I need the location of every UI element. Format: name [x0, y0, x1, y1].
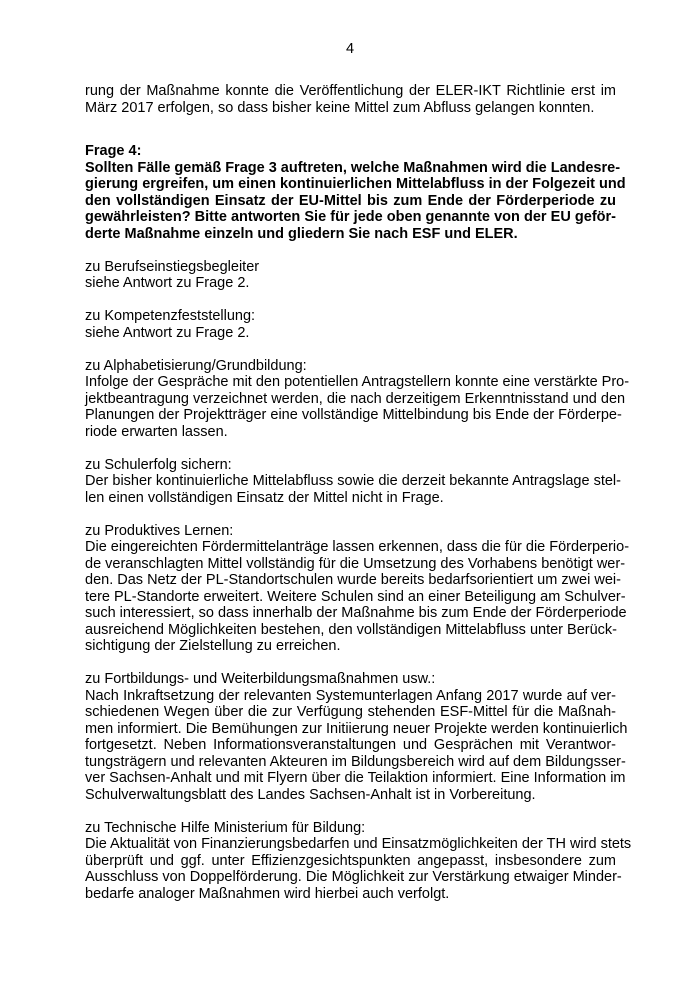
document-body	[85, 83, 632, 902]
text-line: bedarfe analoger Maßnahmen wird hierbei auch verfolgt.	[85, 885, 450, 902]
question-heading: Frage 4:	[85, 143, 142, 159]
section-kompetenzfeststellung	[85, 308, 616, 341]
question-line: gewährleisten? Bitte antworten Sie für jede oben genannte von der EU geför-	[85, 209, 616, 225]
text-line: tere PL-Standorte erweitert. Weitere Schulen sind an einer Beteiligung am Schulver-	[85, 588, 626, 605]
section-alphabetisierung	[85, 357, 630, 441]
section-heading: zu Berufseinstiegsbegleiter	[85, 258, 260, 275]
section-heading: zu Fortbildungs- und Weiterbildungsmaßnahmen usw.:	[85, 671, 436, 687]
text-line: de veranschlagten Mittel vollständig für die Umsetzung des Vorhabens benötigt wer-	[85, 555, 626, 572]
section-heading: zu Alphabetisierung/Grundbildung:	[85, 357, 307, 374]
text-line: tungsträgern und relevanten Akteuren im Bildungsbereich wird auf dem Bildungsser-	[85, 753, 626, 770]
section-heading: zu Kompetenzfeststellung:	[85, 308, 256, 324]
section-berufseinstiegsbegleiter	[85, 259, 616, 292]
text-line: Der bisher kontinuierliche Mittelabfluss sowie die derzeit bekannte Antragslage stel-	[85, 473, 621, 489]
text-line: Die eingereichten Fördermittelanträge lassen erkennen, dass die für die Förderperio-	[85, 539, 630, 555]
text-line: Infolge der Gespräche mit den potentiellen Antragstellern konnte eine verstärkte Pro-	[85, 374, 630, 390]
question-line: gierung ergreifen, um einen kontinuierlichen Mittelabfluss in der Folgezeit und	[85, 176, 626, 192]
text-line: Schulverwaltungsblatt des Landes Sachsen-Anhalt ist in Vorbereitung.	[85, 786, 536, 803]
text-line: siehe Antwort zu Frage 2.	[85, 275, 250, 291]
question-line: Sollten Fälle gemäß Frage 3 auftreten, welche Maßnahmen wird die Landesre-	[85, 159, 621, 176]
text-line: men informiert. Die Bemühungen zur Initiierung neuer Projekte werden kontinuierlich	[85, 720, 628, 737]
text-line: Nach Inkraftsetzung der relevanten Systemunterlagen Anfang 2017 wurde auf ver-	[85, 687, 616, 704]
text-line: den. Das Netz der PL-Standortschulen wurde bereits bedarfsorientiert um zwei wei-	[85, 572, 621, 588]
text-line: sichtigung der Zielstellung zu erreichen.	[85, 638, 341, 654]
section-technische-hilfe	[85, 819, 632, 903]
text-line: rung der Maßnahme konnte die Veröffentlichung der ELER-IKT Richtlinie erst im	[85, 83, 616, 99]
question-line: den vollständigen Einsatz der EU-Mittel bis zum Ende der Förderperiode zu	[85, 192, 616, 209]
text-line: fortgesetzt. Neben Informationsveranstaltungen und Gesprächen mit Verantwor-	[85, 737, 616, 753]
section-fortbildung	[85, 671, 628, 803]
section-heading: zu Produktives Lernen:	[85, 522, 234, 539]
section-heading: zu Schulerfolg sichern:	[85, 456, 232, 473]
intro-paragraph	[85, 83, 616, 116]
text-line: überprüft und ggf. unter Effizienzgesichtspunkten angepasst, insbesondere zum	[85, 852, 616, 869]
text-line: ausreichend Möglichkeiten bestehen, den vollständigen Mittelabfluss unter Berück-	[85, 621, 617, 638]
text-line: jektbeantragung verzeichnet werden, die nach derzeitigem Erkenntnisstand und den	[85, 390, 626, 407]
text-line: ver Sachsen-Anhalt und mit Flyern über die Teilaktion informiert. Eine Information im	[85, 770, 626, 786]
text-line: siehe Antwort zu Frage 2.	[85, 324, 250, 341]
text-line: schiedenen Wegen über die zur Verfügung stehenden ESF-Mittel für die Maßnah-	[85, 704, 616, 720]
text-line: März 2017 erfolgen, so dass bisher keine Mittel zum Abfluss gelangen konnten.	[85, 99, 595, 116]
page-number: 4	[345, 41, 355, 57]
text-line: Ausschluss von Doppelförderung. Die Möglichkeit zur Verstärkung etwaiger Minder-	[85, 869, 622, 885]
text-line: such interessiert, so dass innerhalb der Maßnahme bis zum Ende der Förderperiode	[85, 605, 627, 621]
question-block	[85, 143, 626, 242]
section-schulerfolg	[85, 456, 621, 507]
text-line: riode erwarten lassen.	[85, 423, 228, 440]
text-line: Planungen der Projektträger eine vollständige Mittelbindung bis Ende der Förderpe-	[85, 407, 622, 423]
section-heading: zu Technische Hilfe Ministerium für Bildung:	[85, 819, 366, 836]
section-produktives-lernen	[85, 522, 630, 655]
text-line: Die Aktualität von Finanzierungsbedarfen und Einsatzmöglichkeiten der TH wird stets	[85, 836, 632, 852]
question-line: derte Maßnahme einzeln und gliedern Sie nach ESF und ELER.	[85, 225, 518, 242]
text-line: len einen vollständigen Einsatz der Mittel nicht in Frage.	[85, 489, 444, 506]
